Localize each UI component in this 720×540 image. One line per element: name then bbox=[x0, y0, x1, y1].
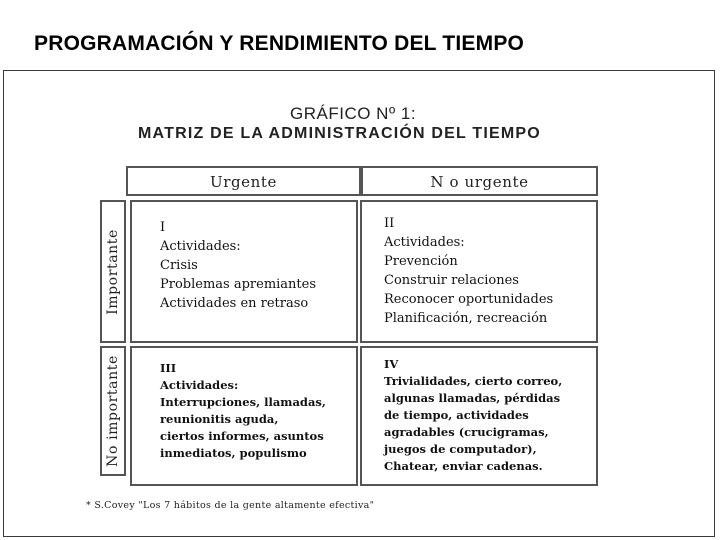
quadrant-3-line: Actividades: bbox=[160, 378, 239, 392]
quadrant-3-line: reunionitis aguda, bbox=[160, 412, 279, 426]
slide-title: PROGRAMACIÓN Y RENDIMIENTO DEL TIEMPO bbox=[34, 32, 525, 55]
quadrant-4 bbox=[360, 346, 598, 486]
quadrant-2-line: Actividades: bbox=[384, 235, 465, 250]
quadrant-4-line: Trivialidades, cierto correo, bbox=[384, 374, 563, 388]
quadrant-2-numeral: II bbox=[384, 216, 395, 231]
row-label-important: Importante bbox=[105, 228, 121, 315]
figure-label: GRÁFICO Nº 1: bbox=[290, 104, 417, 123]
figure-title: MATRIZ DE LA ADMINISTRACIÓN DEL TIEMPO bbox=[138, 125, 541, 142]
quadrant-1-line: Actividades: bbox=[160, 239, 241, 254]
quadrant-2 bbox=[360, 200, 598, 343]
quadrant-3 bbox=[130, 346, 358, 486]
quadrant-3-line: inmediatos, populismo bbox=[160, 446, 307, 460]
quadrant-4-line: agradables (crucigramas, bbox=[384, 425, 549, 439]
column-header-not-urgent: N o urgente bbox=[361, 166, 598, 196]
quadrant-1 bbox=[130, 200, 358, 343]
quadrant-1-numeral: I bbox=[160, 220, 166, 235]
row-label-not-important: No importante bbox=[105, 355, 121, 467]
quadrant-2-line: Prevención bbox=[384, 254, 458, 269]
quadrant-4-line: algunas llamadas, pérdidas bbox=[384, 391, 561, 405]
quadrant-1-line: Actividades en retraso bbox=[160, 296, 309, 311]
quadrant-3-line: ciertos informes, asuntos bbox=[160, 429, 324, 443]
quadrant-1-line: Crisis bbox=[160, 258, 198, 273]
quadrant-1-line: Problemas apremiantes bbox=[160, 277, 317, 292]
quadrant-2-line: Planificación, recreación bbox=[384, 311, 548, 326]
quadrant-3-line: Interrupciones, llamadas, bbox=[160, 395, 326, 409]
quadrant-4-numeral: IV bbox=[384, 357, 399, 371]
quadrant-4-line: Chatear, enviar cadenas. bbox=[384, 459, 543, 473]
quadrant-2-line: Reconocer oportunidades bbox=[384, 292, 554, 307]
row-header-not-important bbox=[100, 346, 126, 476]
column-header-urgent: Urgente bbox=[126, 166, 361, 196]
quadrant-4-line: juegos de computador), bbox=[384, 442, 537, 456]
quadrant-3-numeral: III bbox=[160, 361, 177, 375]
row-header-important bbox=[100, 200, 126, 343]
quadrant-4-line: de tiempo, actividades bbox=[384, 408, 529, 422]
quadrant-2-line: Construir relaciones bbox=[384, 273, 519, 288]
footnote: * S.Covey "Los 7 hábitos de la gente altamente efectiva" bbox=[86, 500, 375, 511]
